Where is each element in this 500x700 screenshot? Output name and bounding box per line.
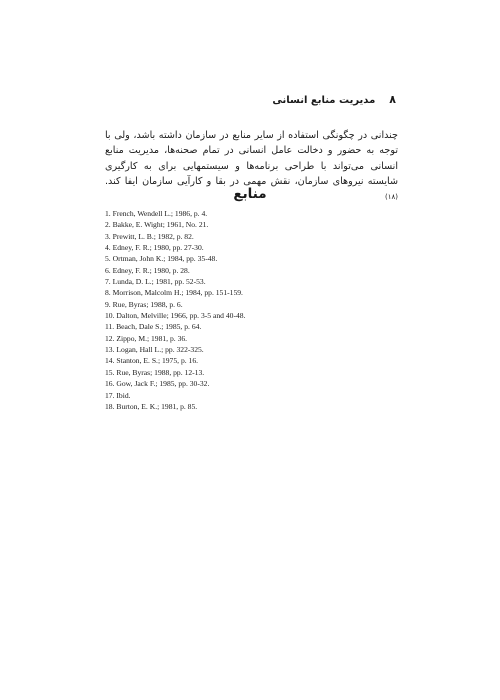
reference-item: 2. Bakke, E. Wight; 1961, No. 21. [105, 220, 209, 230]
reference-item: 14. Stanton, E. S.; 1975, p. 16. [105, 356, 199, 366]
reference-item: 12. Zippo, M.; 1981, p. 36. [105, 333, 188, 343]
reference-item: 9. Rue, Byras; 1988, p. 6. [105, 299, 183, 309]
reference-item: 3. Prewitt, L. B.; 1982, p. 82. [105, 231, 194, 241]
page-header [96, 93, 396, 106]
reference-item: 8. Morrison, Malcolm H.; 1984, pp. 151-159. [105, 288, 243, 298]
references-heading: منابع [233, 186, 267, 202]
reference-item: 11. Beach, Dale S.; 1985, p. 64. [105, 322, 202, 332]
reference-item: 1. French, Wendell L.; 1986, p. 4. [105, 209, 208, 218]
reference-item: 15. Rue, Byras; 1988, pp. 12-13. [105, 367, 205, 377]
reference-item: 7. Lunda, D. L.; 1981, pp. 52-53. [105, 277, 206, 287]
body-text: چندانی در چگونگی استفاده از سایر منابع در سازمان داشته باشد، ولی با توجه به حضور و دخالت عامل انسانی در تمام صحنه‌ها، مدیریت منابع انسانی می‌تواند با طراحی برنامه‌ها و سیستمهایی برای به کارگیری شایسته نیروهای سازمان، نقش مهمی در بقا و کارآیی سازمان ایفا کند. [105, 129, 398, 188]
reference-item: 17. Ibid. [105, 390, 131, 400]
references-list [105, 208, 405, 412]
reference-item: 13. Logan, Hall L.; pp. 322-325. [105, 345, 204, 355]
running-title: مدیریت منابع انسانی [272, 95, 376, 106]
page-number: ۸ [389, 93, 396, 106]
reference-item: 4. Edney, F. R.; 1980, pp. 27-30. [105, 243, 204, 253]
reference-item: 6. Edney, F. R.; 1980, p. 28. [105, 265, 190, 275]
reference-item: 18. Burton, E. K.; 1981, p. 85. [105, 401, 198, 411]
footnote-marker: (۱۸) [385, 192, 398, 201]
reference-item: 10. Dalton, Melville; 1966, pp. 3-5 and 40-48. [105, 311, 246, 321]
reference-item: 5. Ortman, John K.; 1984, pp. 35-48. [105, 254, 218, 264]
reference-item: 16. Gow, Jack F.; 1985, pp. 30-32. [105, 379, 210, 389]
